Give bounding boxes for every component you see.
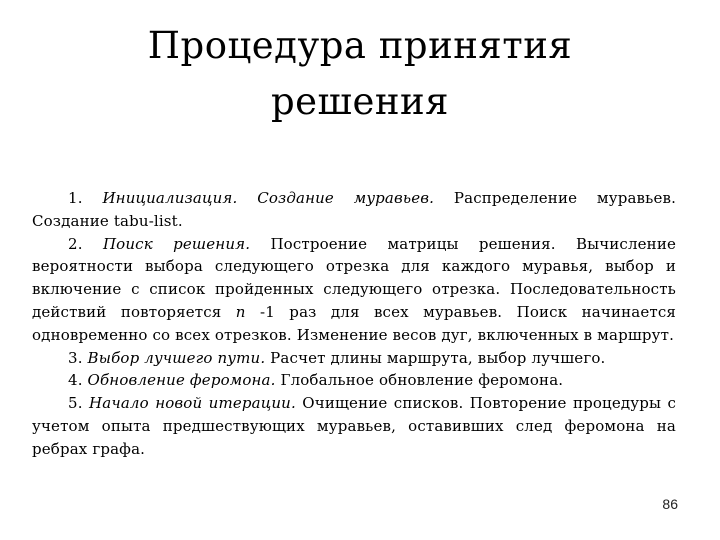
item-text: Глобальное обновление феромона. (275, 371, 564, 390)
item-heading: Инициализация. Создание муравьев. (102, 189, 435, 207)
item-number: 1. (68, 189, 83, 207)
slide-title-line1: Процедура принятия (147, 24, 573, 67)
item-text: Распределение муравьев. Создание tabu-list. (32, 189, 677, 230)
item-heading: Поиск решения. (102, 234, 251, 253)
item-number: 5. (68, 394, 83, 413)
list-item (32, 392, 676, 460)
item-text: -1 раз для всех муравьев. Поиск начинается одновременно со всех отрезков. Изменение весов дуг, включенных в маршрут. (32, 302, 676, 344)
variable-n: n (235, 302, 246, 321)
list-item (32, 369, 676, 392)
page-number: 86 (662, 496, 678, 512)
item-number: 4. (68, 371, 83, 390)
item-number: 3. (68, 348, 83, 367)
item-text: Построение матрицы решения. Вычисление вероятности выбора следующего отрезка для каждого муравья, выбор и включение с список пройденных следующего отрезка. Последовательность действий повторяется (32, 234, 676, 321)
list-item (32, 347, 676, 370)
list-item (32, 187, 676, 233)
item-number: 2. (68, 234, 83, 253)
item-heading: Обновление феромона. (87, 371, 276, 390)
item-text: Очищение списков. Повторение процедуры с учетом опыта предшествующих муравьев, оставивших след феромона на ребрах графа. (32, 394, 676, 458)
item-heading: Выбор лучшего пути. (87, 348, 266, 367)
item-text: Расчет длины маршрута, выбор лучшего. (265, 348, 606, 367)
slide-title (60, 18, 660, 130)
slide-body (32, 187, 676, 461)
item-heading: Начало новой итерации. (89, 394, 296, 413)
slide-title-line2: решения (270, 80, 450, 123)
list-item (32, 233, 676, 347)
